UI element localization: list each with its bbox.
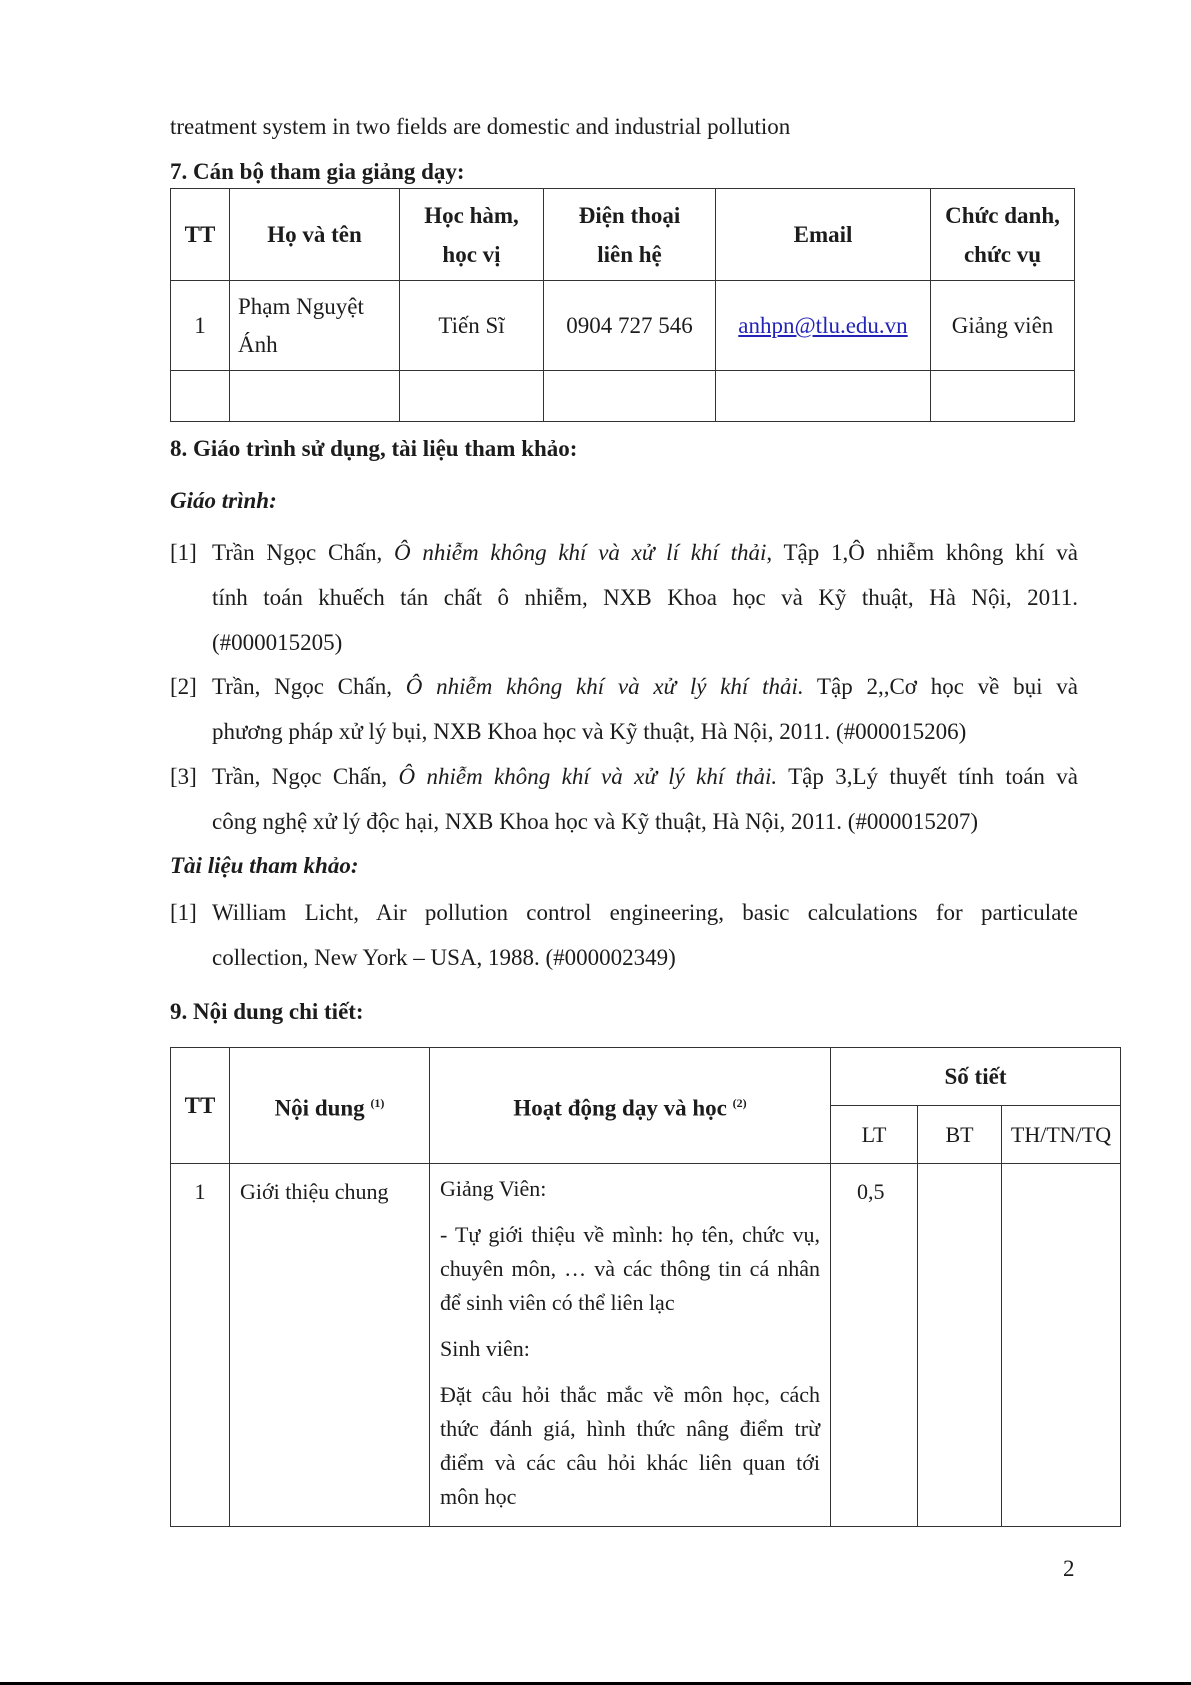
section8-title: 8. Giáo trình sử dụng, tài liệu tham khảo:: [170, 436, 578, 461]
reference-1-num: [1]: [170, 900, 197, 925]
references-label: Tài liệu tham khảo:: [170, 853, 359, 878]
section9-title: 9. Nội dung chi tiết:: [170, 999, 364, 1024]
content-bt: [918, 1164, 1002, 1527]
intro-line: treatment system in two fields are domestic and industrial pollution: [170, 114, 791, 139]
staff-table: [170, 188, 1075, 422]
staff-empty-row: [171, 371, 1075, 422]
staff-title: Giảng viên: [931, 281, 1075, 371]
staff-phone: 0904 727 546: [544, 281, 716, 371]
textbook-3: [3] Trần, Ngọc Chấn, Ô nhiễm không khí và xử lý khí thải. Tập 3,Lý thuyết tính toán và công nghệ xử lý độc hại, NXB Khoa học và Kỹ thuật, Hà Nội, 2011. (#000015207): [170, 754, 1078, 844]
content-header-th: TH/TN/TQ: [1002, 1106, 1121, 1164]
reference-1: [1] William Licht, Air pollution control engineering, basic calculations for particulate collection, New York – USA, 1988. (#000002349): [170, 890, 1078, 980]
content-tt: 1: [171, 1164, 230, 1527]
content-activity: Giảng Viên: - Tự giới thiệu về mình: họ tên, chức vụ, chuyên môn, … và các thông tin cá nhân để sinh viên có thể liên lạc Sinh viên: Đặt câu hỏi thắc mắc về môn học, cách thức đánh giá, hình thức nâng điểm trừ điểm và các câu hỏi khác liên quan tới môn học: [430, 1164, 831, 1527]
content-header-periods: Số tiết: [831, 1048, 1121, 1106]
staff-header-title: Chức danh, chức vụ: [931, 189, 1075, 281]
staff-header-email: Email: [716, 189, 931, 281]
content-header-content: Nội dung $^{(1)}$: [230, 1048, 430, 1164]
staff-degree: Tiến Sĩ: [400, 281, 544, 371]
textbook-2: [2] Trần, Ngọc Chấn, Ô nhiễm không khí và xử lý khí thải. Tập 2,,Cơ học về bụi và phương pháp xử lý bụi, NXB Khoa học và Kỹ thuật, Hà Nội, 2011. (#000015206): [170, 664, 1078, 754]
staff-header-degree: Học hàm, học vị: [400, 189, 544, 281]
textbooks-label: Giáo trình:: [170, 488, 277, 513]
content-header-tt: TT: [171, 1048, 230, 1164]
staff-header-phone: Điện thoại liên hệ: [544, 189, 716, 281]
content-th: [1002, 1164, 1121, 1527]
staff-email-link[interactable]: anhpn@tlu.edu.vn: [738, 313, 908, 338]
textbook-1: [1] Trần Ngọc Chấn, Ô nhiễm không khí và xử lí khí thải, Tập 1,Ô nhiễm không khí và tính toán khuếch tán chất ô nhiễm, NXB Khoa học và Kỹ thuật, Hà Nội, 2011. (#000015205): [170, 530, 1078, 665]
staff-header-name: Họ và tên: [230, 189, 400, 281]
textbook-2-num: [2]: [170, 674, 197, 699]
section7-title: 7. Cán bộ tham gia giảng dạy:: [170, 159, 465, 184]
staff-header-tt: TT: [171, 189, 230, 281]
textbook-1-num: [1]: [170, 540, 197, 565]
content-header-lt: LT: [831, 1106, 918, 1164]
staff-tt: 1: [171, 281, 230, 371]
textbook-3-num: [3]: [170, 764, 197, 789]
content-lt: 0,5: [831, 1164, 918, 1527]
content-table: [170, 1047, 1121, 1527]
content-header-bt: BT: [918, 1106, 1002, 1164]
content-header-activity: Hoạt động dạy và học $^{(2)}$: [430, 1048, 831, 1164]
staff-row: [171, 281, 1075, 371]
content-row: [171, 1164, 1121, 1527]
page-number: 2: [1063, 1556, 1075, 1581]
staff-name: Phạm Nguyệt Ánh: [230, 281, 400, 371]
content-topic: Giới thiệu chung: [230, 1164, 430, 1527]
